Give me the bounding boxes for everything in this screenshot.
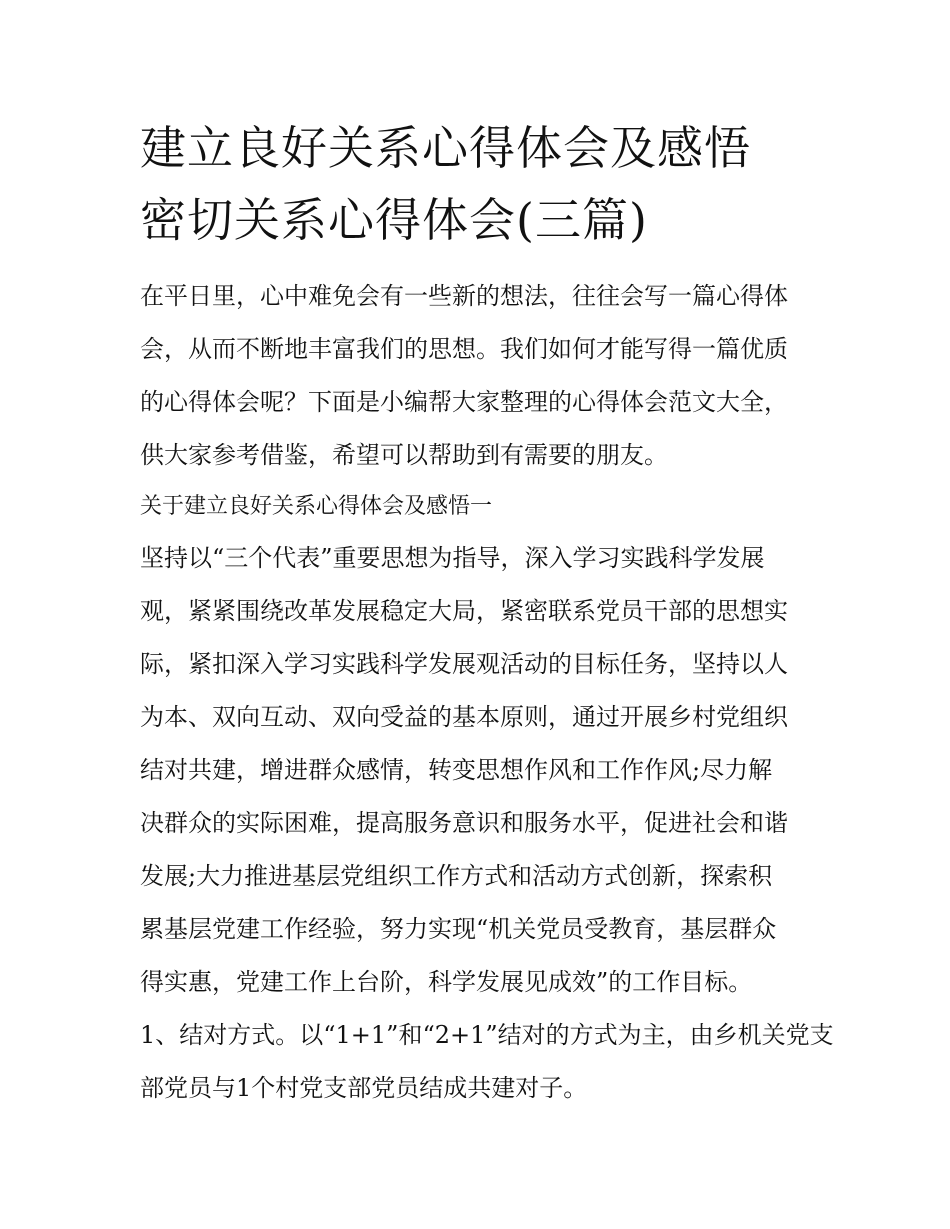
section-line: 决群众的实际困难，提高服务意识和服务水平，促进社会和谐	[140, 809, 788, 837]
item-line: 1、结对方式。以“1+1”和“2+1”结对的方式为主，由乡机关党支	[140, 1021, 834, 1049]
section-paragraph	[140, 532, 820, 1009]
section-line: 得实惠，党建工作上台阶，科学发展见成效”的工作目标。	[140, 968, 753, 996]
section-line: 际，紧扣深入学习实践科学发展观活动的目标任务，坚持以人	[140, 650, 788, 678]
title-line-2: 密切关系心得体会(三篇)	[140, 193, 648, 247]
intro-line: 供大家参考借鉴，希望可以帮助到有需要的朋友。	[140, 441, 668, 469]
section-line: 观，紧紧围绕改革发展稳定大局，紧密联系党员干部的思想实	[140, 597, 788, 625]
document-body	[140, 270, 834, 1115]
title-line-1: 建立良好关系心得体会及感悟	[140, 121, 751, 175]
section-line: 坚持以“三个代表”重要思想为指导，深入学习实践科学发展	[140, 544, 765, 572]
item-line: 部党员与1个村党支部党员结成共建对子。	[140, 1074, 588, 1102]
intro-paragraph	[140, 270, 820, 482]
intro-line: 在平日里，心中难免会有一些新的想法，往往会写一篇心得体	[140, 282, 788, 310]
section-line: 为本、双向互动、双向受益的基本原则，通过开展乡村党组织	[140, 703, 788, 731]
document-page	[140, 112, 834, 1115]
section-line: 累基层党建工作经验，努力实现“机关党员受教育，基层群众	[140, 915, 777, 943]
document-title	[140, 112, 820, 256]
intro-line: 会，从而不断地丰富我们的思想。我们如何才能写得一篇优质	[140, 335, 788, 363]
section-line: 结对共建，增进群众感情，转变思想作风和工作作风;尽力解	[140, 756, 773, 784]
intro-line: 的心得体会呢？下面是小编帮大家整理的心得体会范文大全，	[140, 388, 788, 416]
section-line: 发展;大力推进基层党组织工作方式和活动方式创新，探索积	[140, 862, 773, 890]
section-heading: 关于建立良好关系心得体会及感悟一	[140, 494, 493, 519]
item-paragraph	[140, 1009, 834, 1115]
